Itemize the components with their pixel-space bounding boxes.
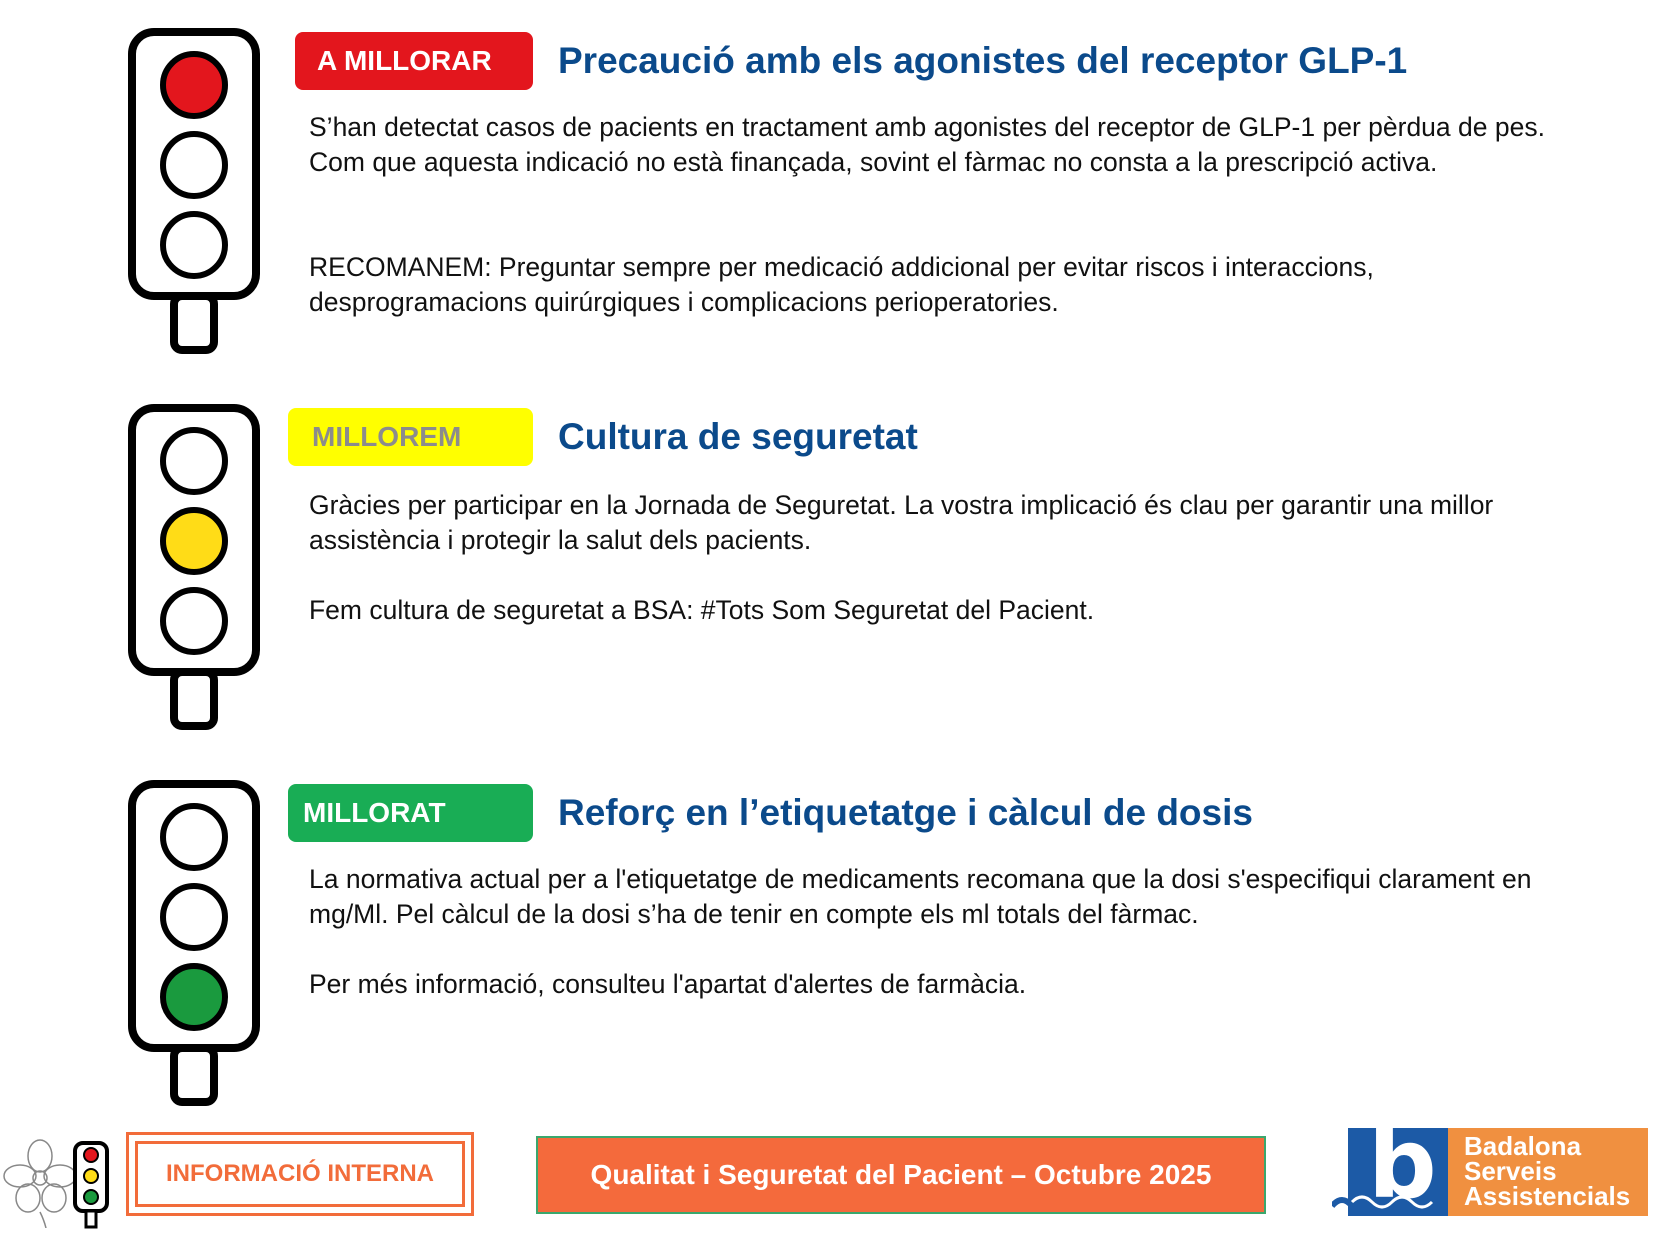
bsa-logo (1332, 1108, 1648, 1220)
logo-line: Badalona (1464, 1131, 1582, 1161)
section-paragraph: Per més informació, consulteu l'apartat d'alertes de farmàcia. (309, 969, 1027, 999)
logo-line: Assistencials (1464, 1181, 1631, 1211)
traffic-light-green-icon (128, 780, 260, 1106)
mini-traffic-light-icon (72, 1140, 110, 1230)
section-paragraph: La normativa actual per a l'etiquetatge de medicaments recomana que la dosi s'especifiqui clarament en mg/Ml. Pel càlcul de la dosi s’ha de tenir en compte els ml totals del fàrmac. (309, 864, 1532, 929)
internal-info-label: INFORMACIÓ INTERNA (135, 1141, 465, 1207)
section-paragraph: Fem cultura de seguretat a BSA: #Tots Som Seguretat del Pacient. (309, 595, 1095, 625)
section-title: Reforç en l’etiquetatge i càlcul de dosis (558, 792, 1253, 833)
flower-icon (0, 1134, 82, 1228)
logo-line: Serveis (1464, 1156, 1557, 1186)
logo-waves-icon (1332, 1186, 1452, 1216)
logo-letter: b (1368, 1108, 1437, 1220)
traffic-light-red-icon (128, 28, 260, 354)
section-paragraph: Gràcies per participar en la Jornada de Seguretat. La vostra implicació és clau per garantir una millor assistència i protegir la salut dels pacients. (309, 490, 1494, 555)
internal-info-box (126, 1132, 474, 1216)
logo-text (1448, 1128, 1648, 1216)
status-badge-a-millorar: A MILLORAR (295, 32, 533, 90)
section-title: Precaució amb els agonistes del receptor GLP-1 (558, 40, 1408, 81)
traffic-light-yellow-icon (128, 404, 260, 730)
section-paragraph: S’han detectat casos de pacients en tractament amb agonistes del receptor de GLP-1 per pèrdua de pes. Com que aquesta indicació no està finançada, sovint el fàrmac no consta a la prescripció activa. (309, 112, 1545, 177)
section-title: Cultura de seguretat (558, 416, 918, 457)
status-badge-millorem: MILLOREM (288, 408, 533, 466)
section-paragraph: RECOMANEM: Preguntar sempre per medicació addicional per evitar riscos i interaccions, desprogramacions quirúrgiques i complicacions perioperatories. (309, 252, 1374, 317)
footer-banner: Qualitat i Seguretat del Pacient – Octubre 2025 (536, 1136, 1266, 1214)
status-badge-millorat: MILLORAT (288, 784, 533, 842)
